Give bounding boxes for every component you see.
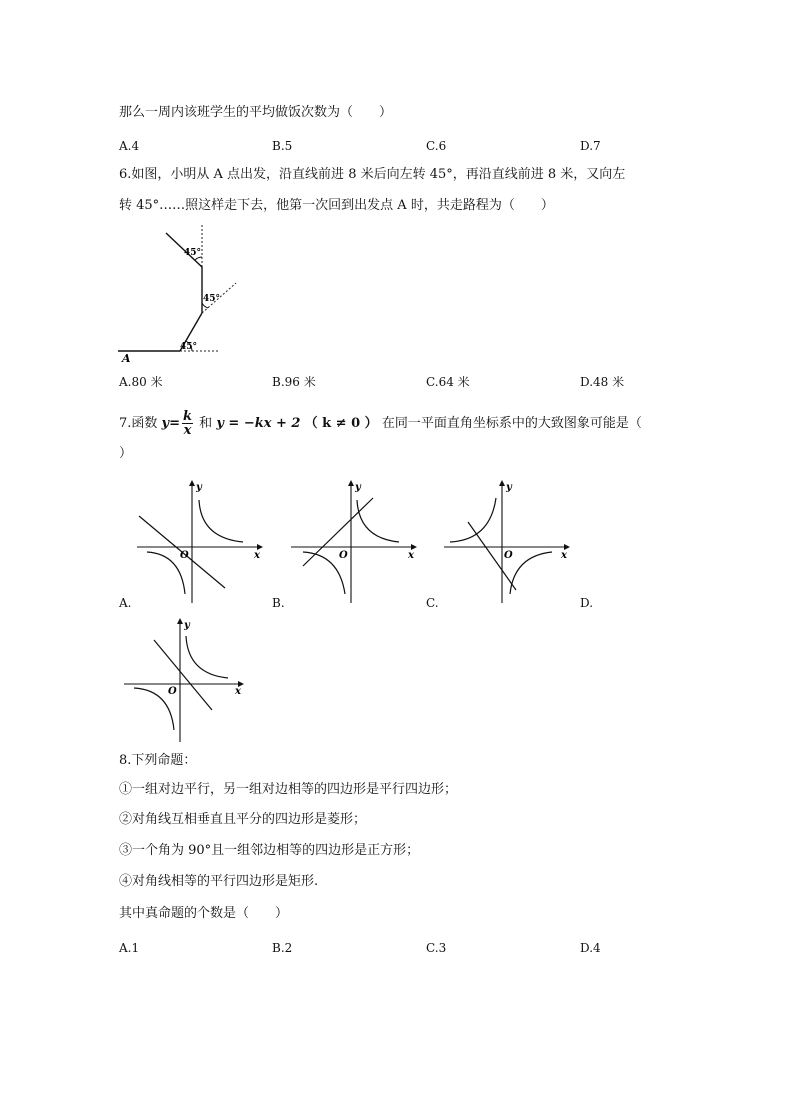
q7-line-1 xyxy=(119,410,642,437)
q7-and: 和 xyxy=(199,416,213,431)
graph-b-x-label: x xyxy=(408,550,414,561)
graph-c-hyperbola-q4 xyxy=(510,552,552,594)
q8-item-4: ④对角线相等的平行四边形是矩形. xyxy=(119,874,319,889)
graph-a-x-label: x xyxy=(254,550,260,561)
q8-item-3: ③一个角为 90°且一组邻边相等的四边形是正方形； xyxy=(119,843,420,858)
graph-d-y-label: y xyxy=(184,620,190,631)
q6-line-2: 转 45°……照这样走下去，他第一次回到出发点 A 时，共走路程为（ ） xyxy=(119,198,554,213)
q8-option-b: B.2 xyxy=(272,941,293,955)
q7-suffix: 在同一平面直角坐标系中的大致图象可能是（ xyxy=(381,416,642,431)
graph-d-y-arrow xyxy=(177,618,183,624)
q7-condition: （ k ≠ 0 ） xyxy=(304,416,378,431)
q7-graph-label-d: D. xyxy=(580,596,594,610)
graph-b-y-arrow xyxy=(348,480,354,486)
q5-option-c: C.6 xyxy=(426,139,447,153)
q6-option-b: B.96 米 xyxy=(272,375,316,389)
q7-f1-numerator: k xyxy=(183,409,193,424)
graph-d-origin-label: O xyxy=(168,686,177,697)
q7-graph-label-c: C. xyxy=(426,596,439,610)
q5-options xyxy=(119,137,719,155)
q6-line-1: 6.如图，小明从 A 点出发，沿直线前进 8 米后向左转 45°，再沿直线前进 8 米，又向左 xyxy=(119,167,626,182)
graph-a-y-arrow xyxy=(189,480,195,486)
q7-f2: y = −kx + 2 xyxy=(216,416,301,431)
q5-option-b: B.5 xyxy=(272,139,293,153)
q5-option-d: D.7 xyxy=(580,139,601,153)
q7-graph-a xyxy=(133,480,263,605)
q8-question: 其中真命题的个数是（ ） xyxy=(119,906,289,921)
q7-f1-denominator: x xyxy=(183,423,192,438)
q8-option-c: C.3 xyxy=(426,941,447,955)
q8-option-d: D.4 xyxy=(580,941,601,955)
q8-item-2: ②对角线互相垂直且平分的四边形是菱形； xyxy=(119,812,367,827)
q8-stem: 8.下列命题： xyxy=(119,753,197,768)
q7-fraction xyxy=(182,410,193,437)
graph-d-hyperbola-q1 xyxy=(186,636,228,678)
q6-angle-label-3: 45° xyxy=(184,248,202,258)
q7-f1-y: y xyxy=(161,416,170,431)
q7-graph-label-b: B. xyxy=(272,596,285,610)
q8-item-1: ①一组对边平行，另一组对边相等的四边形是平行四边形； xyxy=(119,782,458,797)
q6-option-c: C.64 米 xyxy=(426,375,470,389)
q7-prefix: 7.函数 xyxy=(119,416,158,431)
graph-d-x-label: x xyxy=(235,686,241,697)
q6-angle-label-2: 45° xyxy=(203,294,221,304)
graph-a-hyperbola-q1 xyxy=(199,500,243,542)
q8-option-a: A.1 xyxy=(119,941,140,955)
q5-stem: 那么一周内该班学生的平均做饭次数为（ ） xyxy=(119,105,393,120)
q7-graph-label-a: A. xyxy=(119,596,132,610)
graph-a-origin-label: O xyxy=(180,550,189,561)
graph-c-x-label: x xyxy=(561,550,567,561)
q6-option-a: A.80 米 xyxy=(119,375,163,389)
graph-c-hyperbola-q2 xyxy=(450,498,496,542)
q7-f1-eq: = xyxy=(169,416,181,431)
q5-option-a: A.4 xyxy=(119,139,140,153)
q7-graph-d xyxy=(120,618,250,743)
q6-angle-label-1: 45° xyxy=(180,342,198,352)
graph-b-y-label: y xyxy=(355,482,361,493)
graph-b-origin-label: O xyxy=(339,550,348,561)
q6-options xyxy=(119,373,719,391)
q6-point-label: A xyxy=(122,352,131,365)
q7-line-2: ） xyxy=(119,446,133,461)
q6-walk-figure xyxy=(110,225,250,365)
graph-c-y-arrow xyxy=(499,480,505,486)
graph-c-origin-label: O xyxy=(504,550,513,561)
q6-option-d: D.48 米 xyxy=(580,375,625,389)
graph-b-hyperbola-q1 xyxy=(357,500,399,542)
graph-b-line xyxy=(303,498,373,566)
q7-graph-c xyxy=(440,480,570,605)
graph-a-y-label: y xyxy=(196,482,202,493)
graph-c-y-label: y xyxy=(506,482,512,493)
q8-options xyxy=(119,939,719,957)
q7-graph-b xyxy=(287,480,417,605)
